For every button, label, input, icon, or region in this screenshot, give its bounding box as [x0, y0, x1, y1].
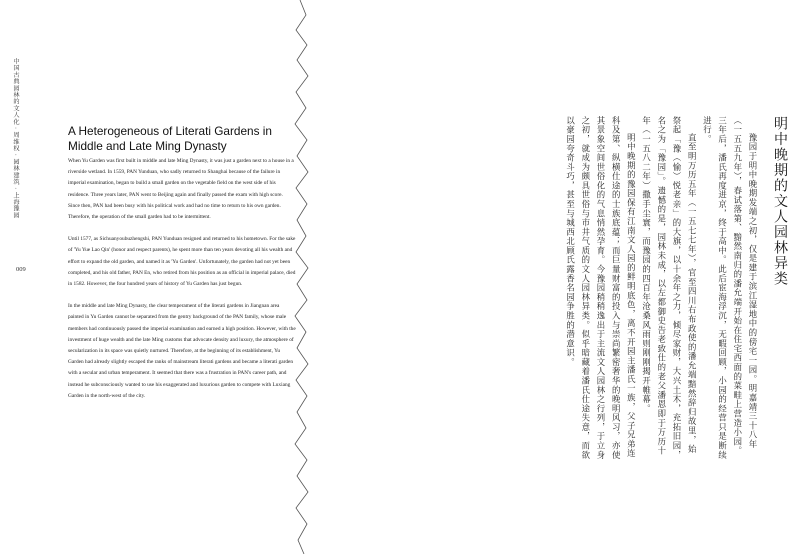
- chinese-heading: 明中晚期的文人园林异类: [772, 116, 788, 287]
- running-header-vertical: 中国古典园林的文人化 · 周维权 · 园林建筑 · 上海豫园: [12, 58, 19, 219]
- left-page: [0, 0, 300, 554]
- english-paragraph: Until 1577, as Sichuanyoubuzhengshi, PAN Yunduan resigned and returned to his hometown. For the sake of 'Yu Yue Lao Qin' (honor and respect parents), he spent more than ten years devoting all his wealth and effort to expand the old garden, and named it as 'Yu Garden'. Unfortunately, the garden had not yet been completed, and his old father, PAN En, who retired from his position as an official in imperial palace, died in 1582. However, the four hundred years of history of Yu Garden has just begun.: [68, 236, 296, 288]
- chinese-paragraph: 明中晚期的豫园保有江南文人园的鲜明底色，离不开园主潘氏一族，父子兄弟连科及第、纵横仕途的士族底蕴；而巨量财富的投入与崇尚繁密奢华的晚明风习，亦使其景象空间世俗化的气息悄然孕育。今豫园稍稍逸出于主流文人园林之行列，于立身之初，就成为颇具世俗与市井气质的文人园林异类。似乎暗藏着潘氏仕途失意，而欲以豪园夸奇斗巧，甚至与城西北顾氏露香名园争胜的潜意识。: [565, 116, 637, 460]
- page-number: 009: [16, 266, 26, 273]
- english-heading: A Heterogeneous of Literati Gardens in Middle and Late Ming Dynasty: [68, 124, 272, 153]
- chinese-body: [562, 116, 760, 466]
- chinese-paragraph: 直至明万历五年（一五七七年），官至四川右布政使的潘允端黯然辞归故里，始祭起「豫（愉）悦老亲」的大旗，以十余年之力，倾尽家财，大兴土木，充拓旧园，名之为「豫园」。遗憾的是，园林未成，以左都御史告老致仕的老父潘恩即于万历十年（一五八二年）撒手尘寰，而豫园的四百年沧桑风雨则刚刚揭开帷幕。: [641, 116, 698, 460]
- chinese-text-block: [390, 116, 790, 466]
- chinese-paragraph: 豫园于明中晚期发端之初，仅是建于滨江湿地中的傍宅一园。明嘉靖三十八年（一五五九年），春试落第、黯然南归的潘允端开始在住宅西面的菜畦上营造小园。三年后，潘氏再度进京，终于高中。此后宦海浮沉，无暇回顾，小园的经营只是断续进行。: [702, 116, 758, 460]
- torn-page-edge: [286, 0, 316, 554]
- english-body: [68, 156, 296, 413]
- english-paragraph: When Yu Garden was first built in middle and late Ming Dynasty, it was just a garden next to a house in a riverside wetland. In 1559, PAN Yunduan, who sadly returned to Shanghai because of the failure in imperial examination, began to build a small garden on the vegetable field on the west side of his residence. Three years later, PAN went to Beijing again and finally passed the exam with high score. Since then, PAN had been busy with his political work and had no time to return to his own garden. Therefore, the operation of the small garden had to be intermittent.: [68, 158, 294, 221]
- english-paragraph: In the middle and late Ming Dynasty, the clear temperament of the literati gardens in Jiangnan area painted in Yu Garden cannot be separated from the gentry background of the PAN family, whose male members had continuously passed the imperial examination and earned a high position. However, with the investment of huge wealth and the late Ming customs that advocate density and luxury, the atmosphere of secularization in its space was quietly nurtured. Therefore, at the beginning of its establishment, Yu Garden had already slightly escaped the ranks of mainstream literati gardens and became a literati garden with a secular and urban temperament. It seemed that there was a frustration in PAN's career path, and instead he subconsciously wanted to use his exaggerated and luxurious garden to compete with Luxiang Garden in the north-west of the city.: [68, 303, 296, 399]
